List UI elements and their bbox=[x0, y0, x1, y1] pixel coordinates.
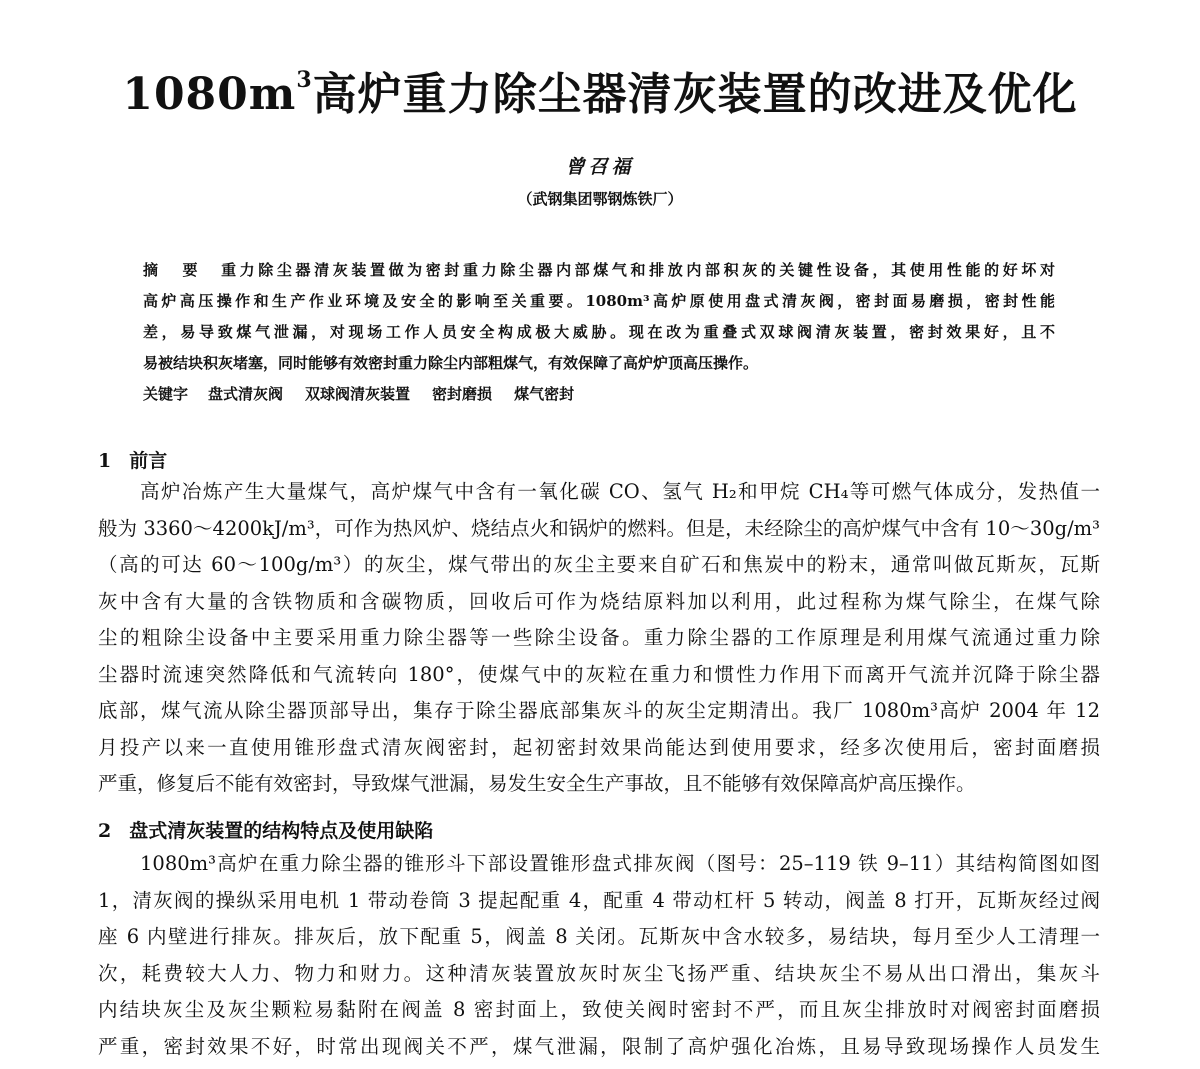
body-line: 1，清灰阀的操纵采用电机 1 带动卷筒 3 提起配重 4，配重 4 带动杠杆 5 转动，阀盖 8 打开，瓦斯灰经过阀 bbox=[98, 887, 1100, 924]
section-heading: 1 前言 bbox=[98, 446, 167, 473]
body-line: 严重，密封效果不好，时常出现阀关不严，煤气泄漏，限制了高炉强化冶炼，且易导致现场操作人员发生 bbox=[98, 1033, 1100, 1069]
body-line: 尘的粗除尘设备中主要采用重力除尘器等一些除尘设备。重力除尘器的工作原理是利用煤气流通过重力除 bbox=[98, 624, 1100, 661]
author: 曾召福 bbox=[0, 152, 1200, 179]
abstract-line: 差，易导致煤气泄漏，对现场工作人员安全构成极大威胁。现在改为重叠式双球阀清灰装置，密封效果好，且不 bbox=[143, 321, 1055, 352]
affiliation: （武钢集团鄂钢炼铁厂） bbox=[0, 188, 1200, 209]
abstract bbox=[143, 259, 1055, 414]
keywords bbox=[143, 383, 1055, 414]
keyword: 盘式清灰阀 bbox=[208, 385, 283, 403]
keyword: 密封磨损 bbox=[432, 385, 492, 403]
abstract-line: 高炉高压操作和生产作业环境及安全的影响至关重要。1080m³高炉原使用盘式清灰阀，密封面易磨损，密封性能 bbox=[143, 290, 1055, 321]
paper-title: $1080m^3$高炉重力除尘器清灰装置的改进及优化 bbox=[0, 58, 1200, 122]
body-line: 尘器时流速突然降低和气流转向 180°，使煤气中的灰粒在重力和惯性力作用下而离开气流并沉降于除尘器 bbox=[98, 661, 1100, 698]
body-line: 般为 3360～4200kJ/m³，可作为热风炉、烧结点火和锅炉的燃料。但是，未经除尘的高炉煤气中含有 10～30g/m³ bbox=[98, 515, 1100, 552]
body-line: 内结块灰尘及灰尘颗粒易黏附在阀盖 8 密封面上，致使关阀时密封不严，而且灰尘排放时对阀密封面磨损 bbox=[98, 996, 1100, 1033]
body-line: 底部，煤气流从除尘器顶部导出，集存于除尘器底部集灰斗的灰尘定期清出。我厂 1080m³高炉 2004 年 12 bbox=[98, 697, 1100, 734]
keyword: 双球阀清灰装置 bbox=[305, 385, 410, 403]
body-line: 1080m³高炉在重力除尘器的锥形斗下部设置锥形盘式排灰阀（图号：25–119 铁 9–11）其结构简图如图 bbox=[98, 850, 1100, 887]
section-body bbox=[98, 850, 1100, 1069]
body-line: 月投产以来一直使用锥形盘式清灰阀密封，起初密封效果尚能达到使用要求，经多次使用后，密封面磨损 bbox=[98, 734, 1100, 771]
body-line: 座 6 内壁进行排灰。排灰后，放下配重 5，阀盖 8 关闭。瓦斯灰中含水较多，易结块，每月至少人工清理一 bbox=[98, 923, 1100, 960]
body-line: 灰中含有大量的含铁物质和含碳物质，回收后可作为烧结原料加以利用，此过程称为煤气除尘，在煤气除 bbox=[98, 588, 1100, 625]
body-line: 高炉冶炼产生大量煤气，高炉煤气中含有一氧化碳 CO、氢气 H₂和甲烷 CH₄等可燃气体成分，发热值一 bbox=[98, 478, 1100, 515]
body-line: （高的可达 60～100g/m³）的灰尘，煤气带出的灰尘主要来自矿石和焦炭中的粉末，通常叫做瓦斯灰，瓦斯 bbox=[98, 551, 1100, 588]
abstract-line: 摘 要 重力除尘器清灰装置做为密封重力除尘器内部煤气和排放内部积灰的关键性设备，其使用性能的好坏对 bbox=[143, 259, 1055, 290]
section-body bbox=[98, 478, 1100, 807]
section-heading: 2 盘式清灰装置的结构特点及使用缺陷 bbox=[98, 816, 433, 843]
body-line: 严重，修复后不能有效密封，导致煤气泄漏，易发生安全生产事故，且不能够有效保障高炉高压操作。 bbox=[98, 770, 1100, 807]
keyword: 煤气密封 bbox=[514, 385, 574, 403]
keywords-label: 关键字 bbox=[143, 385, 188, 403]
abstract-line: 易被结块积灰堵塞，同时能够有效密封重力除尘内部粗煤气，有效保障了高炉炉顶高压操作。 bbox=[143, 352, 1055, 383]
body-line: 次，耗费较大人力、物力和财力。这种清灰装置放灰时灰尘飞扬严重、结块灰尘不易从出口滑出，集灰斗 bbox=[98, 960, 1100, 997]
abstract-label: 摘 要 bbox=[143, 261, 207, 279]
